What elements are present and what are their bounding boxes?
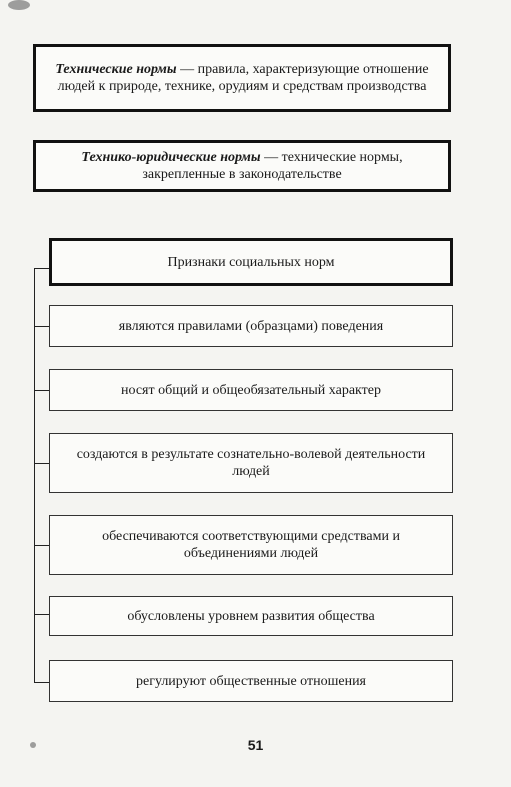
sign-item-text: регулируют общественные отношения [135, 673, 366, 689]
page-number: 51 [247, 737, 264, 753]
sign-item [49, 305, 453, 347]
technical-legal-norms-text: — технические нормы, закрепленные в законодательстве [142, 150, 403, 182]
bracket-tick [34, 614, 49, 615]
bracket-tick [34, 463, 49, 464]
sign-item [49, 369, 453, 411]
technical-legal-norms-definition [33, 140, 451, 192]
scan-speck-top [8, 0, 30, 10]
bracket-tick [34, 390, 49, 391]
technical-legal-norms-term: Технико-юридические нормы [81, 150, 261, 165]
social-norms-signs-title: Признаки социальных норм [167, 254, 335, 270]
bracket-tick [34, 545, 49, 546]
sign-item [49, 596, 453, 636]
sign-item-text: обеспечиваются соответствующими средствами и объединениями людей [102, 529, 400, 561]
sign-item [49, 433, 453, 493]
technical-norms-definition [33, 44, 451, 112]
sign-item-text: создаются в результате сознательно-волевой деятельности людей [76, 447, 426, 479]
signs-bracket-line [34, 268, 35, 683]
bracket-tick [34, 268, 49, 269]
bracket-tick [34, 682, 49, 683]
sign-item-text: обусловлены уровнем развития общества [127, 608, 375, 624]
sign-item-text: являются правилами (образцами) поведения [118, 318, 384, 334]
technical-norms-text: — правила, характеризующие отношение людей к природе, технике, орудиям и средствам производства [57, 62, 429, 94]
bracket-tick [34, 326, 49, 327]
sign-item-text: носят общий и общеобязательный характер [121, 382, 381, 398]
sign-item [49, 515, 453, 575]
social-norms-signs-heading [49, 238, 453, 286]
sign-item [49, 660, 453, 702]
technical-norms-term: Технические нормы [55, 62, 177, 77]
